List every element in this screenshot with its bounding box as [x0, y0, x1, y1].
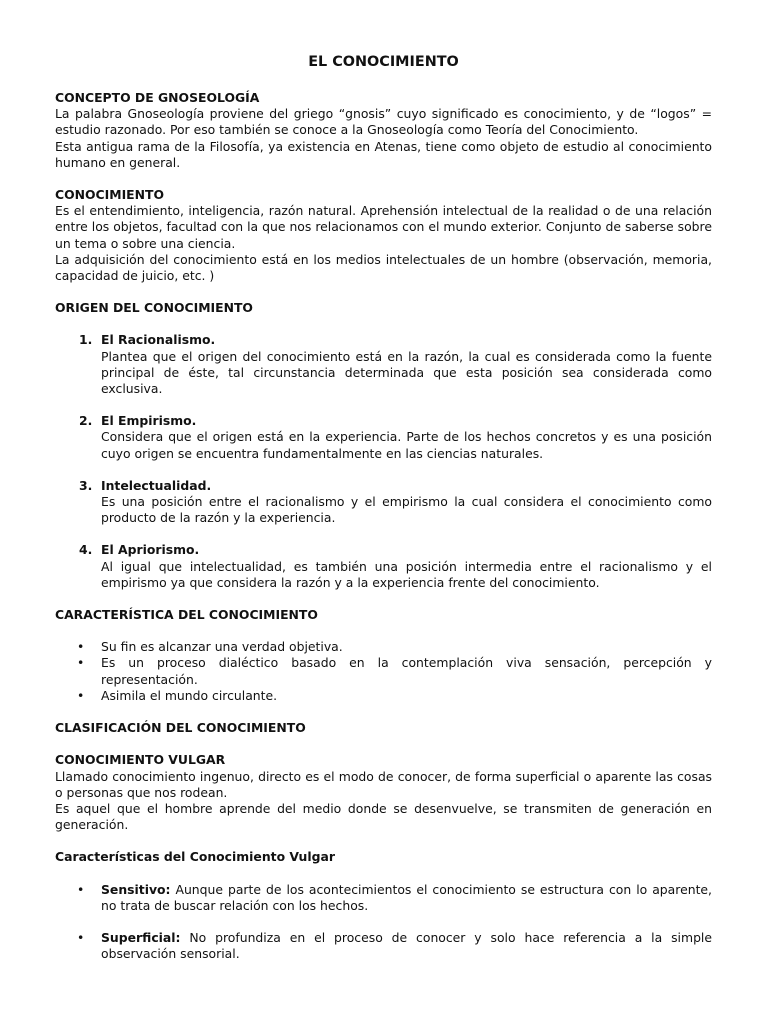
bullet-icon: • — [77, 929, 85, 945]
bullet-icon: • — [77, 687, 85, 703]
list-item — [55, 542, 712, 591]
list-item — [55, 882, 712, 914]
list-item-text: Es un proceso dialéctico basado en la contemplación viva sensación, percepción y representación. — [101, 655, 712, 687]
paragraph-vulgar-2: Es aquel que el hombre aprende del medio donde se desenvuelve, se transmiten de generación en generación. — [55, 800, 712, 833]
list-item — [55, 688, 712, 704]
paragraph-conocimiento-1: Es el entendimiento, inteligencia, razón natural. Aprehensión intelectual de la realidad o de una relación entre los objetos, facultad con la que nos relacionamos con el mundo exterior. Conjunto de saberse sobre un tema o sobre una ciencia. — [55, 203, 712, 251]
list-item-title: El Empirismo. — [101, 413, 197, 429]
list-item — [55, 639, 712, 655]
caracteristicas-vulgar-list — [55, 882, 712, 963]
paragraph-concepto-2: Esta antigua rama de la Filosofía, ya existencia en Atenas, tiene como objeto de estudio al conocimiento humano en general. — [55, 138, 712, 170]
section-heading-concepto: CONCEPTO DE GNOSEOLOGÍA — [55, 90, 260, 105]
list-number: 2. — [79, 413, 93, 429]
list-item — [55, 413, 712, 462]
document-body — [55, 52, 712, 962]
list-item-text: Su fin es alcanzar una verdad objetiva. — [101, 639, 343, 655]
section-heading-origen: ORIGEN DEL CONOCIMIENTO — [55, 300, 253, 316]
paragraph-vulgar-1: Llamado conocimiento ingenuo, directo es el modo de conocer, de forma superficial o aparente las cosas o personas que nos rodean. — [55, 768, 712, 800]
section-heading-vulgar: CONOCIMIENTO VULGAR — [55, 752, 226, 768]
list-item-title: Intelectualidad. — [101, 477, 212, 493]
origen-list — [55, 332, 712, 591]
list-item-text: Aunque parte de los acontecimientos el conocimiento se estructura con lo aparente, no trata de buscar relación con los hechos. — [101, 881, 712, 913]
section-heading-clasificacion: CLASIFICACIÓN DEL CONOCIMIENTO — [55, 720, 306, 736]
document-title: EL CONOCIMIENTO — [308, 54, 459, 70]
list-item-body: Plantea que el origen del conocimiento está en la razón, la cual es considerada como la fuente principal de éste, tal circunstancia determinada que esta posición sea considerada como exclusiva. — [101, 348, 712, 397]
list-number: 4. — [79, 542, 93, 558]
list-number: 1. — [79, 332, 93, 348]
list-item-text: Asimila el mundo circulante. — [101, 687, 278, 703]
list-item-body: Es una posición entre el racionalismo y el empirismo la cual considera el conocimiento como producto de la razón y la experiencia. — [101, 494, 712, 526]
list-item-title: El Apriorismo. — [101, 542, 200, 558]
section-heading-conocimiento: CONOCIMIENTO — [55, 187, 164, 203]
paragraph-conocimiento-2: La adquisición del conocimiento está en los medios intelectuales de un hombre (observación, memoria, capacidad de juicio, etc. ) — [55, 251, 712, 284]
list-item-text: No profundiza en el proceso de conocer y solo hace referencia a la simple observación sensorial. — [101, 929, 712, 962]
list-item — [55, 930, 712, 962]
section-heading-caracteristicas-vulgar: Características del Conocimiento Vulgar — [55, 849, 335, 865]
list-number: 3. — [79, 477, 93, 493]
list-item — [55, 478, 712, 527]
section-heading-caracteristica: CARACTERÍSTICA DEL CONOCIMIENTO — [55, 607, 318, 623]
list-item-body: Al igual que intelectualidad, es también una posición intermedia entre el racionalismo y el empirismo ya que considera la razón y a la experiencia frente del conocimiento. — [101, 558, 712, 590]
paragraph-concepto-1: La palabra Gnoseología proviene del griego “gnosis” cuyo significado es conocimiento, y de “logos” = estudio razonado. Por eso también se conoce a la Gnoseología como Teoría del Conocimiento. — [55, 106, 712, 138]
list-item — [55, 655, 712, 687]
bullet-icon: • — [77, 639, 85, 655]
list-item — [55, 332, 712, 397]
list-item-body: Considera que el origen está en la experiencia. Parte de los hechos concretos y es una posición cuyo origen se encuentra fundamentalmente en las ciencias naturales. — [101, 429, 712, 461]
caracteristica-list — [55, 639, 712, 704]
bullet-icon: • — [77, 655, 85, 671]
list-item-title: El Racionalismo. — [101, 332, 216, 348]
list-item-term: Sensitivo: — [101, 881, 171, 897]
bullet-icon: • — [77, 881, 85, 897]
list-item-term: Superficial: — [101, 929, 181, 945]
